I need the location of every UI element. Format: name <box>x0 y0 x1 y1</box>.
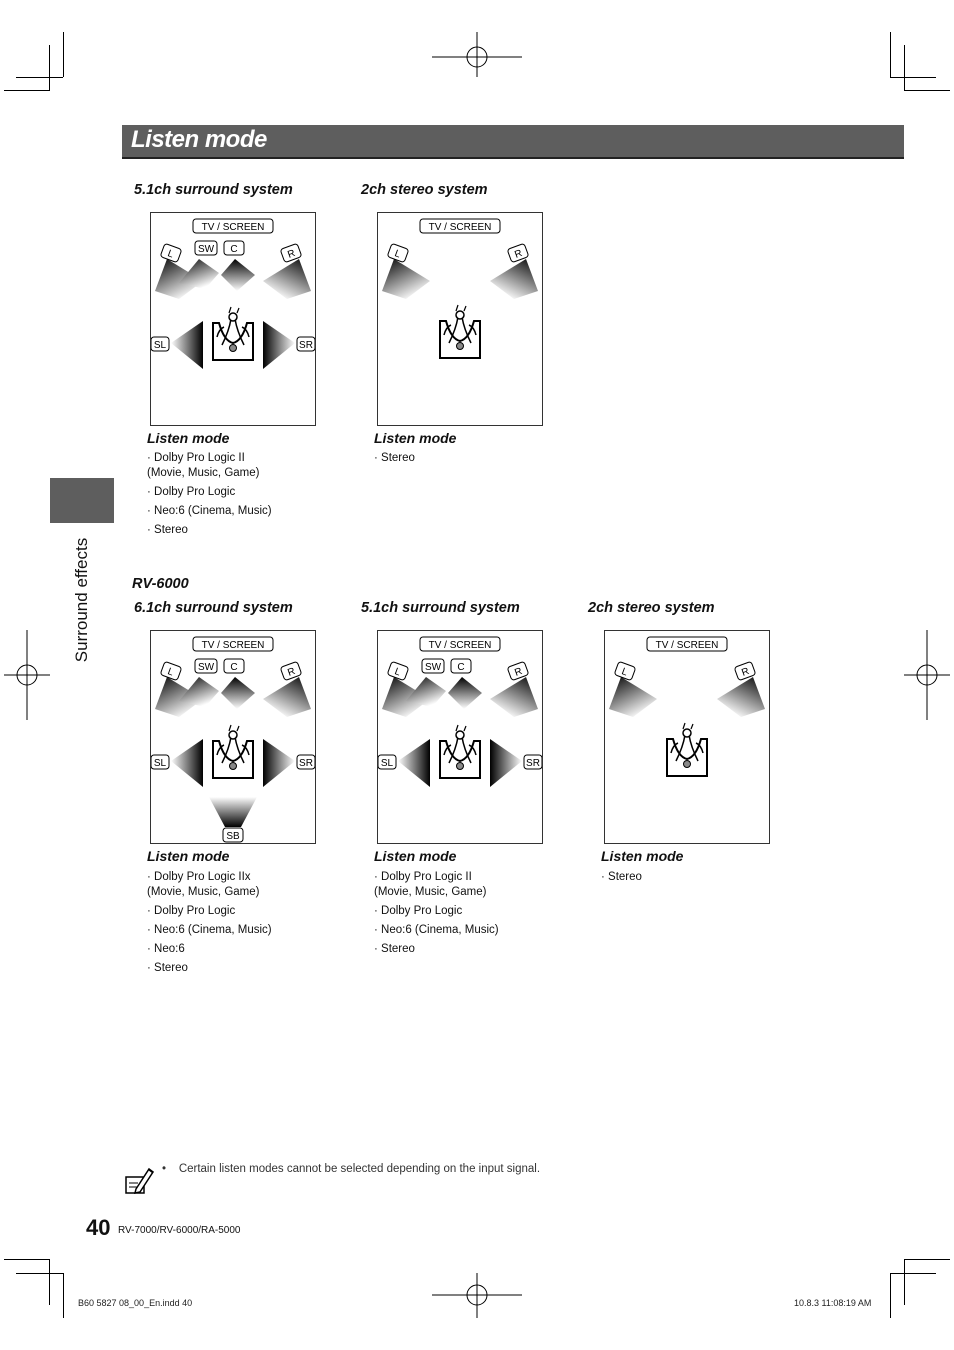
mode-item: · Dolby Pro Logic <box>147 905 236 917</box>
speaker-diagram <box>150 212 316 426</box>
svg-text:TV / SCREEN: TV / SCREEN <box>428 222 492 233</box>
center-speaker-beam <box>221 677 255 709</box>
mode-list <box>374 451 415 470</box>
mode-item: · Neo:6 <box>147 943 185 955</box>
svg-text:SL: SL <box>153 758 167 769</box>
svg-text:SR: SR <box>299 340 313 351</box>
mode-list <box>147 870 272 980</box>
mode-list <box>147 451 272 542</box>
speaker-label-l <box>160 661 182 680</box>
listen-mode-heading: Listen mode <box>601 848 684 864</box>
svg-text:L: L <box>619 666 629 679</box>
speaker-label-sr <box>297 337 315 351</box>
mode-item: · Dolby Pro Logic IIx (Movie, Music, Game) <box>147 871 260 898</box>
svg-text:L: L <box>392 248 402 261</box>
svg-text:TV / SCREEN: TV / SCREEN <box>201 640 265 651</box>
right-speaker-beam <box>490 677 538 717</box>
listen-mode-heading: Listen mode <box>147 430 230 446</box>
speaker-label-l <box>387 661 409 680</box>
mode-item: · Stereo <box>601 871 642 883</box>
right-speaker-beam <box>263 677 311 717</box>
speaker-label-sl <box>151 755 169 769</box>
mode-item: · Stereo <box>374 943 415 955</box>
svg-text:TV / SCREEN: TV / SCREEN <box>655 640 719 651</box>
svg-text:SW: SW <box>197 662 215 673</box>
mode-list <box>374 870 499 961</box>
svg-text:SB: SB <box>226 831 240 842</box>
svg-text:TV / SCREEN: TV / SCREEN <box>201 222 265 233</box>
svg-text:SR: SR <box>299 758 313 769</box>
speaker-diagram <box>377 630 543 844</box>
listen-mode-heading: Listen mode <box>147 848 230 864</box>
sl-speaker-beam <box>171 321 203 369</box>
mode-item: · Dolby Pro Logic <box>147 486 236 498</box>
sr-speaker-beam <box>263 321 295 369</box>
center-speaker-beam <box>221 259 255 291</box>
note-body: Certain listen modes cannot be selected depending on the input signal. <box>178 1163 541 1175</box>
note-text: • Certain listen modes cannot be selected depending on the input signal. <box>162 1163 541 1175</box>
speaker-label-sw <box>422 659 444 673</box>
page-number: 40 <box>86 1215 111 1240</box>
svg-text:L: L <box>165 248 175 261</box>
model-list: RV-7000/RV-6000/RA-5000 <box>118 1225 241 1236</box>
speaker-label-sw <box>195 241 217 255</box>
screen-label <box>420 637 500 651</box>
svg-text:R: R <box>286 666 297 679</box>
speaker-label-sr <box>524 755 542 769</box>
svg-text:C: C <box>230 662 238 673</box>
mode-item: · Dolby Pro Logic <box>374 905 463 917</box>
listen-mode-heading: Listen mode <box>374 430 457 446</box>
svg-text:TV / SCREEN: TV / SCREEN <box>428 640 492 651</box>
left-speaker-beam <box>382 259 430 299</box>
section-heading: 6.1ch surround system <box>134 600 293 616</box>
listen-mode-heading: Listen mode <box>374 848 457 864</box>
listener-chair-icon <box>440 305 480 358</box>
svg-text:SW: SW <box>197 244 215 255</box>
speaker-label-sl <box>378 755 396 769</box>
mode-item: · Dolby Pro Logic II (Movie, Music, Game) <box>374 871 487 898</box>
sl-speaker-beam <box>171 739 203 787</box>
sb-speaker-beam <box>209 797 257 827</box>
listener-chair-icon <box>213 307 253 360</box>
speaker-diagram <box>377 212 543 426</box>
speaker-diagram <box>604 630 770 844</box>
speaker-diagram <box>150 630 316 844</box>
right-speaker-beam <box>263 259 311 299</box>
right-speaker-beam <box>490 259 538 299</box>
screen-label <box>193 219 273 233</box>
section-heading: 2ch stereo system <box>588 600 715 616</box>
section-heading: 5.1ch surround system <box>134 182 293 198</box>
speaker-label-l <box>387 243 409 262</box>
speaker-label-c <box>224 241 244 255</box>
svg-text:L: L <box>392 666 402 679</box>
listener-chair-icon <box>440 725 480 778</box>
note-pencil-icon <box>124 1165 154 1197</box>
svg-text:L: L <box>165 666 175 679</box>
footer-file: B60 5827 08_00_En.indd 40 <box>78 1298 193 1308</box>
center-speaker-beam <box>448 677 482 709</box>
speaker-label-sr <box>297 755 315 769</box>
sr-speaker-beam <box>263 739 295 787</box>
svg-text:SL: SL <box>380 758 394 769</box>
svg-text:R: R <box>286 248 297 261</box>
svg-text:R: R <box>740 666 751 679</box>
speaker-label-l <box>614 661 636 680</box>
speaker-label-sl <box>151 337 169 351</box>
svg-text:SL: SL <box>153 340 167 351</box>
right-speaker-beam <box>717 677 765 717</box>
mode-item: · Stereo <box>374 452 415 464</box>
screen-label <box>647 637 727 651</box>
title-bar <box>122 125 904 159</box>
mode-list <box>601 870 642 889</box>
section-heading: 5.1ch surround system <box>361 600 520 616</box>
mode-item: · Dolby Pro Logic II (Movie, Music, Game) <box>147 452 260 479</box>
svg-text:C: C <box>457 662 465 673</box>
listener-chair-icon <box>213 725 253 778</box>
section-heading: 2ch stereo system <box>361 182 488 198</box>
mode-item: · Stereo <box>147 524 188 536</box>
svg-text:R: R <box>513 666 524 679</box>
speaker-label-sb <box>223 828 243 842</box>
mode-item: · Neo:6 (Cinema, Music) <box>147 924 272 936</box>
speaker-label-c <box>451 659 471 673</box>
svg-text:SR: SR <box>526 758 540 769</box>
sl-speaker-beam <box>398 739 430 787</box>
speaker-label-l <box>160 243 182 262</box>
svg-text:R: R <box>513 248 524 261</box>
left-speaker-beam <box>609 677 657 717</box>
footer-timestamp: 10.8.3 11:08:19 AM <box>794 1298 872 1308</box>
screen-label <box>193 637 273 651</box>
listener-chair-icon <box>667 723 707 776</box>
side-tab <box>50 478 114 523</box>
mode-item: · Neo:6 (Cinema, Music) <box>374 924 499 936</box>
mode-item: · Neo:6 (Cinema, Music) <box>147 505 272 517</box>
svg-text:SW: SW <box>424 662 442 673</box>
model-heading: RV-6000 <box>132 576 189 592</box>
svg-text:C: C <box>230 244 238 255</box>
page-title: Listen mode <box>131 126 267 153</box>
speaker-label-sw <box>195 659 217 673</box>
side-label: Surround effects <box>72 537 91 663</box>
sr-speaker-beam <box>490 739 522 787</box>
speaker-label-c <box>224 659 244 673</box>
mode-item: · Stereo <box>147 962 188 974</box>
screen-label <box>420 219 500 233</box>
